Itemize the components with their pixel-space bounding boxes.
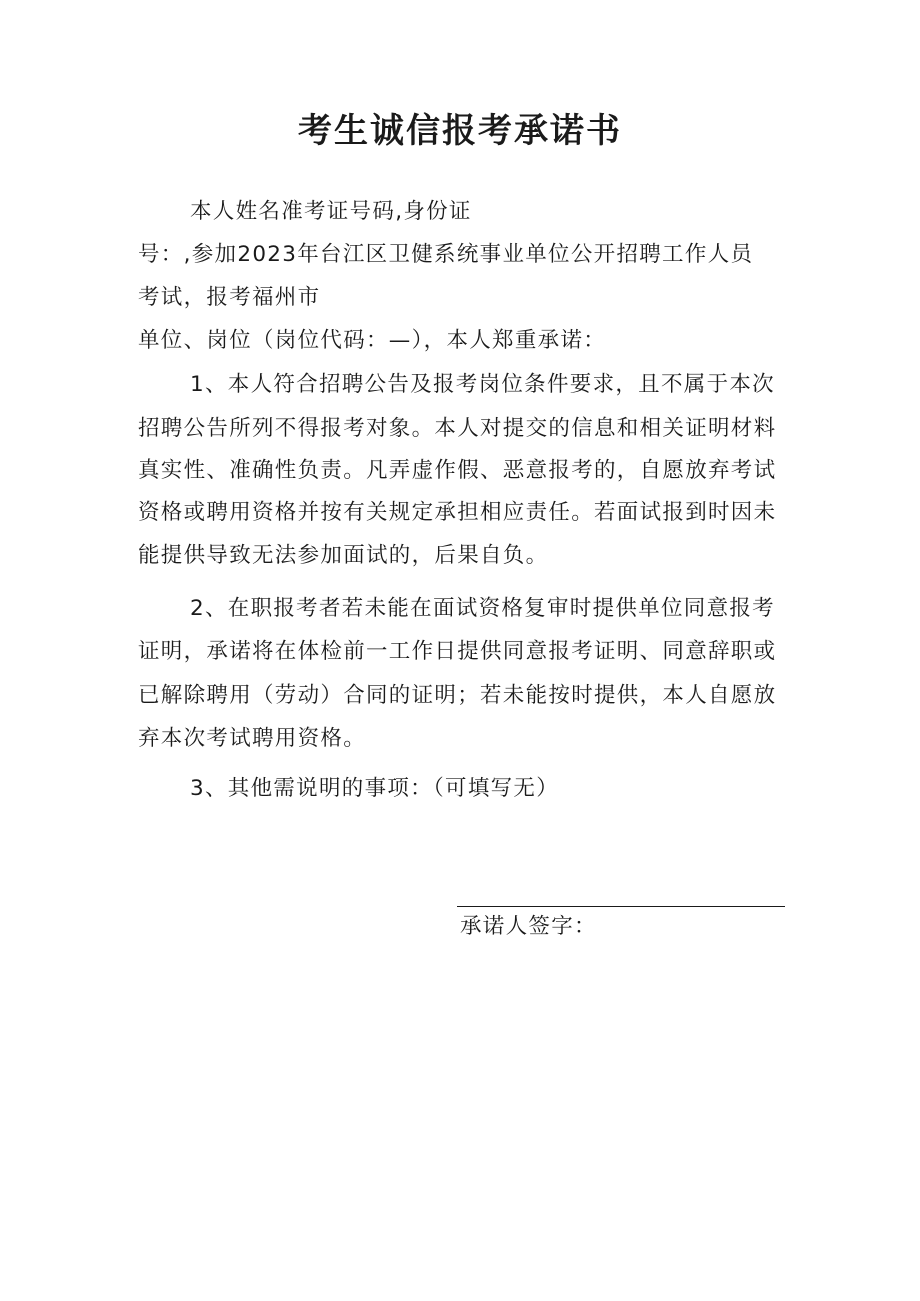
- item2-line-1: 2、在职报考者若未能在面试资格复审时提供单位同意报考: [190, 596, 775, 621]
- item2-line-3: 已解除聘用（劳动）合同的证明；若未能按时提供，本人自愿放: [138, 683, 777, 708]
- item1-line-1: 1、本人符合招聘公告及报考岗位条件要求，且不属于本次: [190, 372, 775, 397]
- item2-line-4: 弃本次考试聘用资格。: [138, 726, 367, 751]
- intro-line-3: 考试，报考福州市: [138, 285, 321, 310]
- item1-line-3: 真实性、准确性负责。凡弄虚作假、恶意报考的，自愿放弃考试: [138, 458, 777, 483]
- item3-line-1: 3、其他需说明的事项：（可填写无）: [190, 776, 560, 801]
- item1-line-5: 能提供导致无法参加面试的，后果自负。: [138, 543, 549, 568]
- item2-line-2: 证明，承诺将在体检前一工作日提供同意报考证明、同意辞职或: [138, 639, 777, 664]
- signature-label: 承诺人签字：: [460, 914, 597, 939]
- item1-line-4: 资格或聘用资格并按有关规定承担相应责任。若面试报到时因未: [138, 500, 777, 525]
- document-title: 考生诚信报考承诺书: [298, 111, 622, 151]
- signature-line: [457, 906, 785, 907]
- intro-line-2: 号：,参加2023年台江区卫健系统事业单位公开招聘工作人员: [138, 242, 754, 267]
- item1-line-2: 招聘公告所列不得报考对象。本人对提交的信息和相关证明材料: [138, 416, 777, 441]
- intro-line-4: 单位、岗位（岗位代码：—），本人郑重承诺：: [138, 328, 607, 353]
- intro-line-1: 本人姓名准考证号码,身份证: [190, 199, 472, 224]
